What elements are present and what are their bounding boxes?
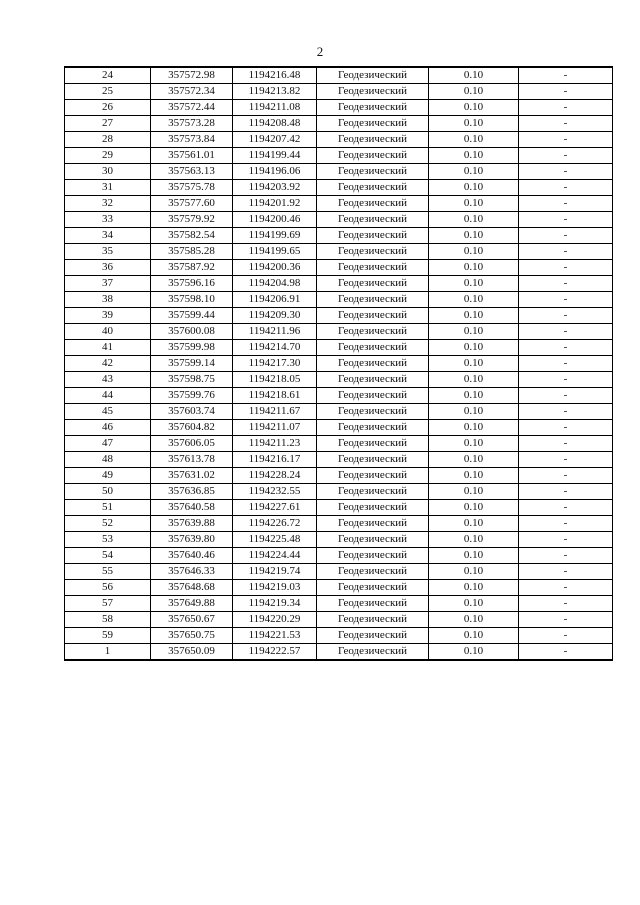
note-cell: - bbox=[519, 164, 613, 180]
x-coordinate-cell: 357598.75 bbox=[151, 372, 233, 388]
accuracy-cell: 0.10 bbox=[429, 356, 519, 372]
y-coordinate-cell: 1194216.48 bbox=[233, 67, 317, 84]
point-number-cell: 29 bbox=[65, 148, 151, 164]
method-cell: Геодезический bbox=[317, 164, 429, 180]
table-row bbox=[65, 420, 613, 436]
y-coordinate-cell: 1194222.57 bbox=[233, 644, 317, 661]
table-row bbox=[65, 580, 613, 596]
accuracy-cell: 0.10 bbox=[429, 436, 519, 452]
method-cell: Геодезический bbox=[317, 244, 429, 260]
note-cell: - bbox=[519, 516, 613, 532]
x-coordinate-cell: 357599.98 bbox=[151, 340, 233, 356]
x-coordinate-cell: 357572.44 bbox=[151, 100, 233, 116]
point-number-cell: 53 bbox=[65, 532, 151, 548]
x-coordinate-cell: 357599.44 bbox=[151, 308, 233, 324]
y-coordinate-cell: 1194220.29 bbox=[233, 612, 317, 628]
point-number-cell: 59 bbox=[65, 628, 151, 644]
point-number-cell: 43 bbox=[65, 372, 151, 388]
point-number-cell: 51 bbox=[65, 500, 151, 516]
table-row bbox=[65, 372, 613, 388]
point-number-cell: 39 bbox=[65, 308, 151, 324]
table-row bbox=[65, 100, 613, 116]
y-coordinate-cell: 1194213.82 bbox=[233, 84, 317, 100]
table-row bbox=[65, 164, 613, 180]
table-row bbox=[65, 180, 613, 196]
y-coordinate-cell: 1194216.17 bbox=[233, 452, 317, 468]
table-row bbox=[65, 548, 613, 564]
point-number-cell: 31 bbox=[65, 180, 151, 196]
accuracy-cell: 0.10 bbox=[429, 372, 519, 388]
table-row bbox=[65, 244, 613, 260]
accuracy-cell: 0.10 bbox=[429, 484, 519, 500]
point-number-cell: 48 bbox=[65, 452, 151, 468]
note-cell: - bbox=[519, 420, 613, 436]
table-row bbox=[65, 84, 613, 100]
method-cell: Геодезический bbox=[317, 388, 429, 404]
method-cell: Геодезический bbox=[317, 516, 429, 532]
x-coordinate-cell: 357603.74 bbox=[151, 404, 233, 420]
y-coordinate-cell: 1194196.06 bbox=[233, 164, 317, 180]
table-row bbox=[65, 468, 613, 484]
y-coordinate-cell: 1194209.30 bbox=[233, 308, 317, 324]
x-coordinate-cell: 357631.02 bbox=[151, 468, 233, 484]
method-cell: Геодезический bbox=[317, 340, 429, 356]
point-number-cell: 47 bbox=[65, 436, 151, 452]
method-cell: Геодезический bbox=[317, 628, 429, 644]
y-coordinate-cell: 1194232.55 bbox=[233, 484, 317, 500]
table-row bbox=[65, 452, 613, 468]
note-cell: - bbox=[519, 100, 613, 116]
method-cell: Геодезический bbox=[317, 484, 429, 500]
method-cell: Геодезический bbox=[317, 116, 429, 132]
x-coordinate-cell: 357563.13 bbox=[151, 164, 233, 180]
y-coordinate-cell: 1194211.96 bbox=[233, 324, 317, 340]
method-cell: Геодезический bbox=[317, 180, 429, 196]
x-coordinate-cell: 357649.88 bbox=[151, 596, 233, 612]
x-coordinate-cell: 357636.85 bbox=[151, 484, 233, 500]
table-row bbox=[65, 388, 613, 404]
method-cell: Геодезический bbox=[317, 564, 429, 580]
x-coordinate-cell: 357573.28 bbox=[151, 116, 233, 132]
note-cell: - bbox=[519, 276, 613, 292]
method-cell: Геодезический bbox=[317, 292, 429, 308]
page-number: 2 bbox=[316, 44, 324, 59]
y-coordinate-cell: 1194219.03 bbox=[233, 580, 317, 596]
accuracy-cell: 0.10 bbox=[429, 132, 519, 148]
y-coordinate-cell: 1194201.92 bbox=[233, 196, 317, 212]
point-number-cell: 28 bbox=[65, 132, 151, 148]
point-number-cell: 57 bbox=[65, 596, 151, 612]
table-row bbox=[65, 564, 613, 580]
x-coordinate-cell: 357575.78 bbox=[151, 180, 233, 196]
x-coordinate-cell: 357613.78 bbox=[151, 452, 233, 468]
point-number-cell: 26 bbox=[65, 100, 151, 116]
y-coordinate-cell: 1194219.34 bbox=[233, 596, 317, 612]
method-cell: Геодезический bbox=[317, 196, 429, 212]
method-cell: Геодезический bbox=[317, 500, 429, 516]
y-coordinate-cell: 1194221.53 bbox=[233, 628, 317, 644]
note-cell: - bbox=[519, 292, 613, 308]
note-cell: - bbox=[519, 356, 613, 372]
y-coordinate-cell: 1194206.91 bbox=[233, 292, 317, 308]
method-cell: Геодезический bbox=[317, 596, 429, 612]
table-row bbox=[65, 67, 613, 84]
note-cell: - bbox=[519, 644, 613, 661]
x-coordinate-cell: 357650.67 bbox=[151, 612, 233, 628]
y-coordinate-cell: 1194218.05 bbox=[233, 372, 317, 388]
x-coordinate-cell: 357585.28 bbox=[151, 244, 233, 260]
method-cell: Геодезический bbox=[317, 276, 429, 292]
note-cell: - bbox=[519, 388, 613, 404]
note-cell: - bbox=[519, 180, 613, 196]
table-row bbox=[65, 340, 613, 356]
accuracy-cell: 0.10 bbox=[429, 628, 519, 644]
accuracy-cell: 0.10 bbox=[429, 644, 519, 661]
x-coordinate-cell: 357648.68 bbox=[151, 580, 233, 596]
method-cell: Геодезический bbox=[317, 324, 429, 340]
y-coordinate-cell: 1194211.08 bbox=[233, 100, 317, 116]
x-coordinate-cell: 357639.88 bbox=[151, 516, 233, 532]
table-row bbox=[65, 612, 613, 628]
method-cell: Геодезический bbox=[317, 580, 429, 596]
method-cell: Геодезический bbox=[317, 436, 429, 452]
table-row bbox=[65, 212, 613, 228]
point-number-cell: 49 bbox=[65, 468, 151, 484]
table-row bbox=[65, 196, 613, 212]
accuracy-cell: 0.10 bbox=[429, 388, 519, 404]
note-cell: - bbox=[519, 84, 613, 100]
accuracy-cell: 0.10 bbox=[429, 276, 519, 292]
x-coordinate-cell: 357573.84 bbox=[151, 132, 233, 148]
note-cell: - bbox=[519, 436, 613, 452]
table-row bbox=[65, 324, 613, 340]
note-cell: - bbox=[519, 372, 613, 388]
method-cell: Геодезический bbox=[317, 148, 429, 164]
table-row bbox=[65, 436, 613, 452]
x-coordinate-cell: 357600.08 bbox=[151, 324, 233, 340]
point-number-cell: 30 bbox=[65, 164, 151, 180]
accuracy-cell: 0.10 bbox=[429, 420, 519, 436]
x-coordinate-cell: 357596.16 bbox=[151, 276, 233, 292]
x-coordinate-cell: 357606.05 bbox=[151, 436, 233, 452]
accuracy-cell: 0.10 bbox=[429, 212, 519, 228]
method-cell: Геодезический bbox=[317, 212, 429, 228]
method-cell: Геодезический bbox=[317, 468, 429, 484]
y-coordinate-cell: 1194214.70 bbox=[233, 340, 317, 356]
table-row bbox=[65, 516, 613, 532]
x-coordinate-cell: 357640.58 bbox=[151, 500, 233, 516]
accuracy-cell: 0.10 bbox=[429, 564, 519, 580]
note-cell: - bbox=[519, 468, 613, 484]
y-coordinate-cell: 1194217.30 bbox=[233, 356, 317, 372]
x-coordinate-cell: 357561.01 bbox=[151, 148, 233, 164]
note-cell: - bbox=[519, 628, 613, 644]
accuracy-cell: 0.10 bbox=[429, 116, 519, 132]
accuracy-cell: 0.10 bbox=[429, 180, 519, 196]
x-coordinate-cell: 357646.33 bbox=[151, 564, 233, 580]
note-cell: - bbox=[519, 196, 613, 212]
accuracy-cell: 0.10 bbox=[429, 308, 519, 324]
note-cell: - bbox=[519, 612, 613, 628]
accuracy-cell: 0.10 bbox=[429, 100, 519, 116]
x-coordinate-cell: 357639.80 bbox=[151, 532, 233, 548]
table-row bbox=[65, 116, 613, 132]
note-cell: - bbox=[519, 548, 613, 564]
y-coordinate-cell: 1194203.92 bbox=[233, 180, 317, 196]
method-cell: Геодезический bbox=[317, 404, 429, 420]
accuracy-cell: 0.10 bbox=[429, 532, 519, 548]
point-number-cell: 42 bbox=[65, 356, 151, 372]
note-cell: - bbox=[519, 212, 613, 228]
accuracy-cell: 0.10 bbox=[429, 468, 519, 484]
x-coordinate-cell: 357599.76 bbox=[151, 388, 233, 404]
accuracy-cell: 0.10 bbox=[429, 164, 519, 180]
note-cell: - bbox=[519, 340, 613, 356]
table-row bbox=[65, 292, 613, 308]
x-coordinate-cell: 357598.10 bbox=[151, 292, 233, 308]
accuracy-cell: 0.10 bbox=[429, 612, 519, 628]
y-coordinate-cell: 1194228.24 bbox=[233, 468, 317, 484]
point-number-cell: 27 bbox=[65, 116, 151, 132]
method-cell: Геодезический bbox=[317, 132, 429, 148]
x-coordinate-cell: 357604.82 bbox=[151, 420, 233, 436]
method-cell: Геодезический bbox=[317, 308, 429, 324]
method-cell: Геодезический bbox=[317, 420, 429, 436]
point-number-cell: 41 bbox=[65, 340, 151, 356]
method-cell: Геодезический bbox=[317, 100, 429, 116]
point-number-cell: 38 bbox=[65, 292, 151, 308]
point-number-cell: 54 bbox=[65, 548, 151, 564]
point-number-cell: 45 bbox=[65, 404, 151, 420]
table-row bbox=[65, 500, 613, 516]
y-coordinate-cell: 1194211.07 bbox=[233, 420, 317, 436]
table-row bbox=[65, 596, 613, 612]
accuracy-cell: 0.10 bbox=[429, 340, 519, 356]
note-cell: - bbox=[519, 308, 613, 324]
table-row bbox=[65, 404, 613, 420]
x-coordinate-cell: 357587.92 bbox=[151, 260, 233, 276]
accuracy-cell: 0.10 bbox=[429, 228, 519, 244]
accuracy-cell: 0.10 bbox=[429, 67, 519, 84]
note-cell: - bbox=[519, 132, 613, 148]
method-cell: Геодезический bbox=[317, 260, 429, 276]
point-number-cell: 32 bbox=[65, 196, 151, 212]
table-row bbox=[65, 276, 613, 292]
note-cell: - bbox=[519, 596, 613, 612]
accuracy-cell: 0.10 bbox=[429, 404, 519, 420]
accuracy-cell: 0.10 bbox=[429, 196, 519, 212]
method-cell: Геодезический bbox=[317, 67, 429, 84]
x-coordinate-cell: 357599.14 bbox=[151, 356, 233, 372]
note-cell: - bbox=[519, 228, 613, 244]
method-cell: Геодезический bbox=[317, 548, 429, 564]
x-coordinate-cell: 357582.54 bbox=[151, 228, 233, 244]
point-number-cell: 44 bbox=[65, 388, 151, 404]
point-number-cell: 46 bbox=[65, 420, 151, 436]
accuracy-cell: 0.10 bbox=[429, 260, 519, 276]
y-coordinate-cell: 1194227.61 bbox=[233, 500, 317, 516]
y-coordinate-cell: 1194199.65 bbox=[233, 244, 317, 260]
point-number-cell: 1 bbox=[65, 644, 151, 661]
y-coordinate-cell: 1194200.36 bbox=[233, 260, 317, 276]
point-number-cell: 25 bbox=[65, 84, 151, 100]
note-cell: - bbox=[519, 500, 613, 516]
accuracy-cell: 0.10 bbox=[429, 548, 519, 564]
x-coordinate-cell: 357640.46 bbox=[151, 548, 233, 564]
point-number-cell: 55 bbox=[65, 564, 151, 580]
point-number-cell: 24 bbox=[65, 67, 151, 84]
point-number-cell: 34 bbox=[65, 228, 151, 244]
y-coordinate-cell: 1194218.61 bbox=[233, 388, 317, 404]
table-row bbox=[65, 484, 613, 500]
note-cell: - bbox=[519, 260, 613, 276]
accuracy-cell: 0.10 bbox=[429, 292, 519, 308]
accuracy-cell: 0.10 bbox=[429, 596, 519, 612]
y-coordinate-cell: 1194211.23 bbox=[233, 436, 317, 452]
note-cell: - bbox=[519, 67, 613, 84]
table-row bbox=[65, 148, 613, 164]
y-coordinate-cell: 1194224.44 bbox=[233, 548, 317, 564]
coordinates-table-body bbox=[65, 67, 613, 660]
method-cell: Геодезический bbox=[317, 84, 429, 100]
table-row bbox=[65, 532, 613, 548]
x-coordinate-cell: 357650.09 bbox=[151, 644, 233, 661]
x-coordinate-cell: 357577.60 bbox=[151, 196, 233, 212]
accuracy-cell: 0.10 bbox=[429, 580, 519, 596]
method-cell: Геодезический bbox=[317, 372, 429, 388]
x-coordinate-cell: 357650.75 bbox=[151, 628, 233, 644]
point-number-cell: 35 bbox=[65, 244, 151, 260]
method-cell: Геодезический bbox=[317, 644, 429, 661]
note-cell: - bbox=[519, 116, 613, 132]
table-row bbox=[65, 308, 613, 324]
y-coordinate-cell: 1194219.74 bbox=[233, 564, 317, 580]
method-cell: Геодезический bbox=[317, 356, 429, 372]
note-cell: - bbox=[519, 452, 613, 468]
point-number-cell: 37 bbox=[65, 276, 151, 292]
point-number-cell: 40 bbox=[65, 324, 151, 340]
note-cell: - bbox=[519, 404, 613, 420]
note-cell: - bbox=[519, 324, 613, 340]
accuracy-cell: 0.10 bbox=[429, 244, 519, 260]
y-coordinate-cell: 1194225.48 bbox=[233, 532, 317, 548]
accuracy-cell: 0.10 bbox=[429, 324, 519, 340]
y-coordinate-cell: 1194199.69 bbox=[233, 228, 317, 244]
y-coordinate-cell: 1194226.72 bbox=[233, 516, 317, 532]
table-row bbox=[65, 356, 613, 372]
accuracy-cell: 0.10 bbox=[429, 516, 519, 532]
table-row bbox=[65, 260, 613, 276]
y-coordinate-cell: 1194200.46 bbox=[233, 212, 317, 228]
y-coordinate-cell: 1194207.42 bbox=[233, 132, 317, 148]
coordinates-table bbox=[64, 66, 613, 661]
note-cell: - bbox=[519, 532, 613, 548]
y-coordinate-cell: 1194204.98 bbox=[233, 276, 317, 292]
point-number-cell: 56 bbox=[65, 580, 151, 596]
table-row bbox=[65, 628, 613, 644]
y-coordinate-cell: 1194211.67 bbox=[233, 404, 317, 420]
note-cell: - bbox=[519, 484, 613, 500]
table-row bbox=[65, 644, 613, 661]
note-cell: - bbox=[519, 148, 613, 164]
table-row bbox=[65, 132, 613, 148]
note-cell: - bbox=[519, 580, 613, 596]
x-coordinate-cell: 357572.98 bbox=[151, 67, 233, 84]
x-coordinate-cell: 357579.92 bbox=[151, 212, 233, 228]
note-cell: - bbox=[519, 244, 613, 260]
note-cell: - bbox=[519, 564, 613, 580]
accuracy-cell: 0.10 bbox=[429, 84, 519, 100]
y-coordinate-cell: 1194199.44 bbox=[233, 148, 317, 164]
point-number-cell: 33 bbox=[65, 212, 151, 228]
method-cell: Геодезический bbox=[317, 612, 429, 628]
method-cell: Геодезический bbox=[317, 452, 429, 468]
table-row bbox=[65, 228, 613, 244]
method-cell: Геодезический bbox=[317, 532, 429, 548]
y-coordinate-cell: 1194208.48 bbox=[233, 116, 317, 132]
point-number-cell: 50 bbox=[65, 484, 151, 500]
method-cell: Геодезический bbox=[317, 228, 429, 244]
point-number-cell: 58 bbox=[65, 612, 151, 628]
point-number-cell: 36 bbox=[65, 260, 151, 276]
accuracy-cell: 0.10 bbox=[429, 500, 519, 516]
accuracy-cell: 0.10 bbox=[429, 452, 519, 468]
x-coordinate-cell: 357572.34 bbox=[151, 84, 233, 100]
point-number-cell: 52 bbox=[65, 516, 151, 532]
accuracy-cell: 0.10 bbox=[429, 148, 519, 164]
